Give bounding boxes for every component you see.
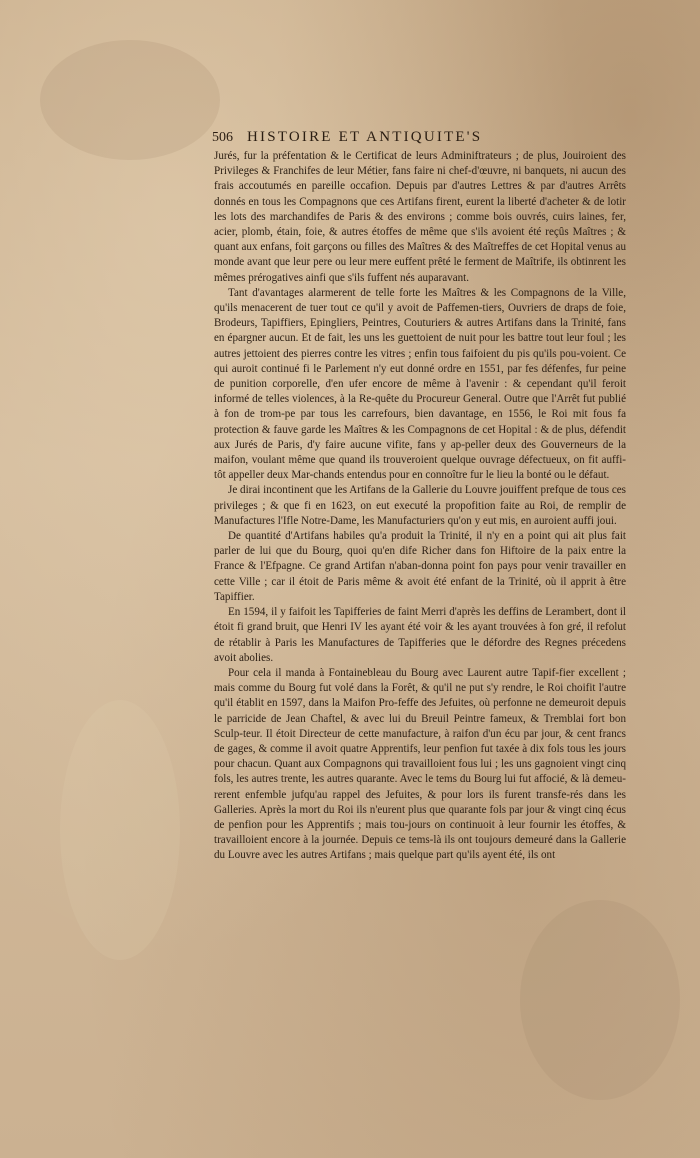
paragraph: Je dirai incontinent que les Artifans de la Gallerie du Louvre jouiffent prefque de tous ces privileges ; & que fi en 1623, on eut executé la propofition faite au Roi, de remplir de Manufactures l'Ifle Notre-Dame, les Manufacturiers qu'on y eut mis, en auroient auffi joui.: [214, 484, 626, 527]
paragraph: Pour cela il manda à Fontainebleau du Bourg avec Laurent autre Tapif-fier excellent ; mais comme du Bourg fut volé dans la Forêt, & qu'il ne put s'y rendre, le Roi choifit l'autre qu'il établit en 1597, dans la Maifon Pro-feffe des Jefuites, où perfonne ne demeuroit depuis le parricide de Jean Chaftel, & avec lui du Breuil Peintre fameux, & Tremblai fort bon Sculp-teur. Il étoit Directeur de cette manufacture, à raifon d'un écu par jour, & cent francs de gages, & comme il avoit quatre Apprentifs, leur penfion fut taxée à dix fols tous les jours pour chacun. Quant aux Compagnons qui travailloient fous lui ; les uns gagnoient vingt cinq fols, les autres trente, les autres quarante. Avec le tems du Bourg lui fut affocié, & là demeu-rerent enfemble jufqu'au rappel des Jefuites, & pour lors ils furent transfe-rés dans les Galleries. Après la mort du Roi ils n'eurent plus que quarante fols par jour & vingt cinq écus de penfion pour les Apprentifs ; mais tou-jours on continuoit à leur fournir les étoffes, & travailloient encore à la journée. Depuis ce tems-là ils ont toujours demeuré dans la Gallerie du Louvre avec les autres Artifans ; mais quelque part qu'ils ayent été, ils ont: [214, 666, 626, 862]
paragraph: De quantité d'Artifans habiles qu'a produit la Trinité, il n'y en a point qui ait plus fait parler de lui que du Bourg, quoi qu'en dife Richer dans fon Hiftoire de la paix entre la France & l'Efpagne. Ce grand Artifan n'aban-donna point fon pays pour venir travailler en cette Ville ; car il étoit de Paris même & avoit été enfant de la Trinité, où il apprit à être Tapiffier.: [214, 530, 626, 603]
page-number: 506: [212, 130, 233, 145]
body-text: [214, 149, 626, 864]
running-title: HISTOIRE ET ANTIQUITE'S: [247, 129, 483, 145]
paragraph: Tant d'avantages alarmerent de telle forte les Maîtres & les Compagnons de la Ville, qu'ils menacerent de tuer tout ce qu'il y avoit de Paffemen-tiers, Ouvriers de draps de foie, Brodeurs, Tapiffiers, Epingliers, Peintres, Couturiers & autres Artifans dans la Trinité, fans en épargner aucun. Et de fait, les uns les guettoient de nuit pour les battre tout leur foul ; les autres jettoient des pierres contre les vitres ; enfin tous faifoient du pis qu'ils pou-voient. Ce qui auroit continué fi le Parlement n'y eut donné ordre en 1551, par fes défenfes, fur peine de punition corporelle, d'en ufer encore de même à l'avenir : & cependant qu'il feroit informé de telles violences, à la Re-quête du Procureur General. Outre que l'Arrêt fut publié à fon de trom-pe par tous les carrefours, bien davantage, en 1556, le Roi mit fous fa protection & fauve garde les Maîtres & les Compagnons de cet Hopital : & de plus, défendit aux Jurés de Paris, d'y faire aucune vifite, fans y ap-peller deux des Gouverneurs de la maifon, voulant même que quand ils trouveroient quelque ouvrage défectueux, on fit auffi-tôt appeller deux Mar-chands entendus pour en connoître fur le lieu la bonté ou le défaut.: [214, 286, 626, 482]
paragraph: Jurés, fur la préfentation & le Certificat de leurs Adminiftrateurs ; de plus, Jouiroient des Privileges & Franchifes de leur Métier, fans faire ni chef-d'œuvre, ni banquets, ni aucun des frais accoutumés en pareille occafion. Depuis par d'autres Lettres & par d'autres Arrêts donnés en tous les Compagnons que ces Artifans firent, eurent la liberté d'acheter & de lotir les lots des marchandifes de Paris & des environs ; comme bois ouvrés, cuirs laines, fer, acier, plomb, étain, foie, & autres étoffes de même que s'ils avoient été reçûs Maîtres ; & quant aux enfans, foit garçons ou filles des Maîtres & des Maîtreffes de cet Hopital venus au monde avant que leur pere ou leur mere euffent prêté le ferment de Maîtrife, ils obtinrent les mêmes prérogatives ainfi que s'ils fuffent nés auparavant.: [214, 150, 626, 284]
paper-stain: [40, 40, 220, 160]
paper-stain: [60, 700, 180, 960]
running-header: [212, 129, 602, 149]
paper-stain: [520, 900, 680, 1100]
paragraph: En 1594, il y faifoit les Tapifferies de faint Merri d'après les deffins de Lerambert, dont il étoit fi grand bruit, que Henri IV les ayant été voir & les ayant trouvées à fon gré, il refolut de rétablir à Paris les Manufactures de Tapifferies que le défordre des Regnes précedens avoit abolies.: [214, 606, 626, 664]
